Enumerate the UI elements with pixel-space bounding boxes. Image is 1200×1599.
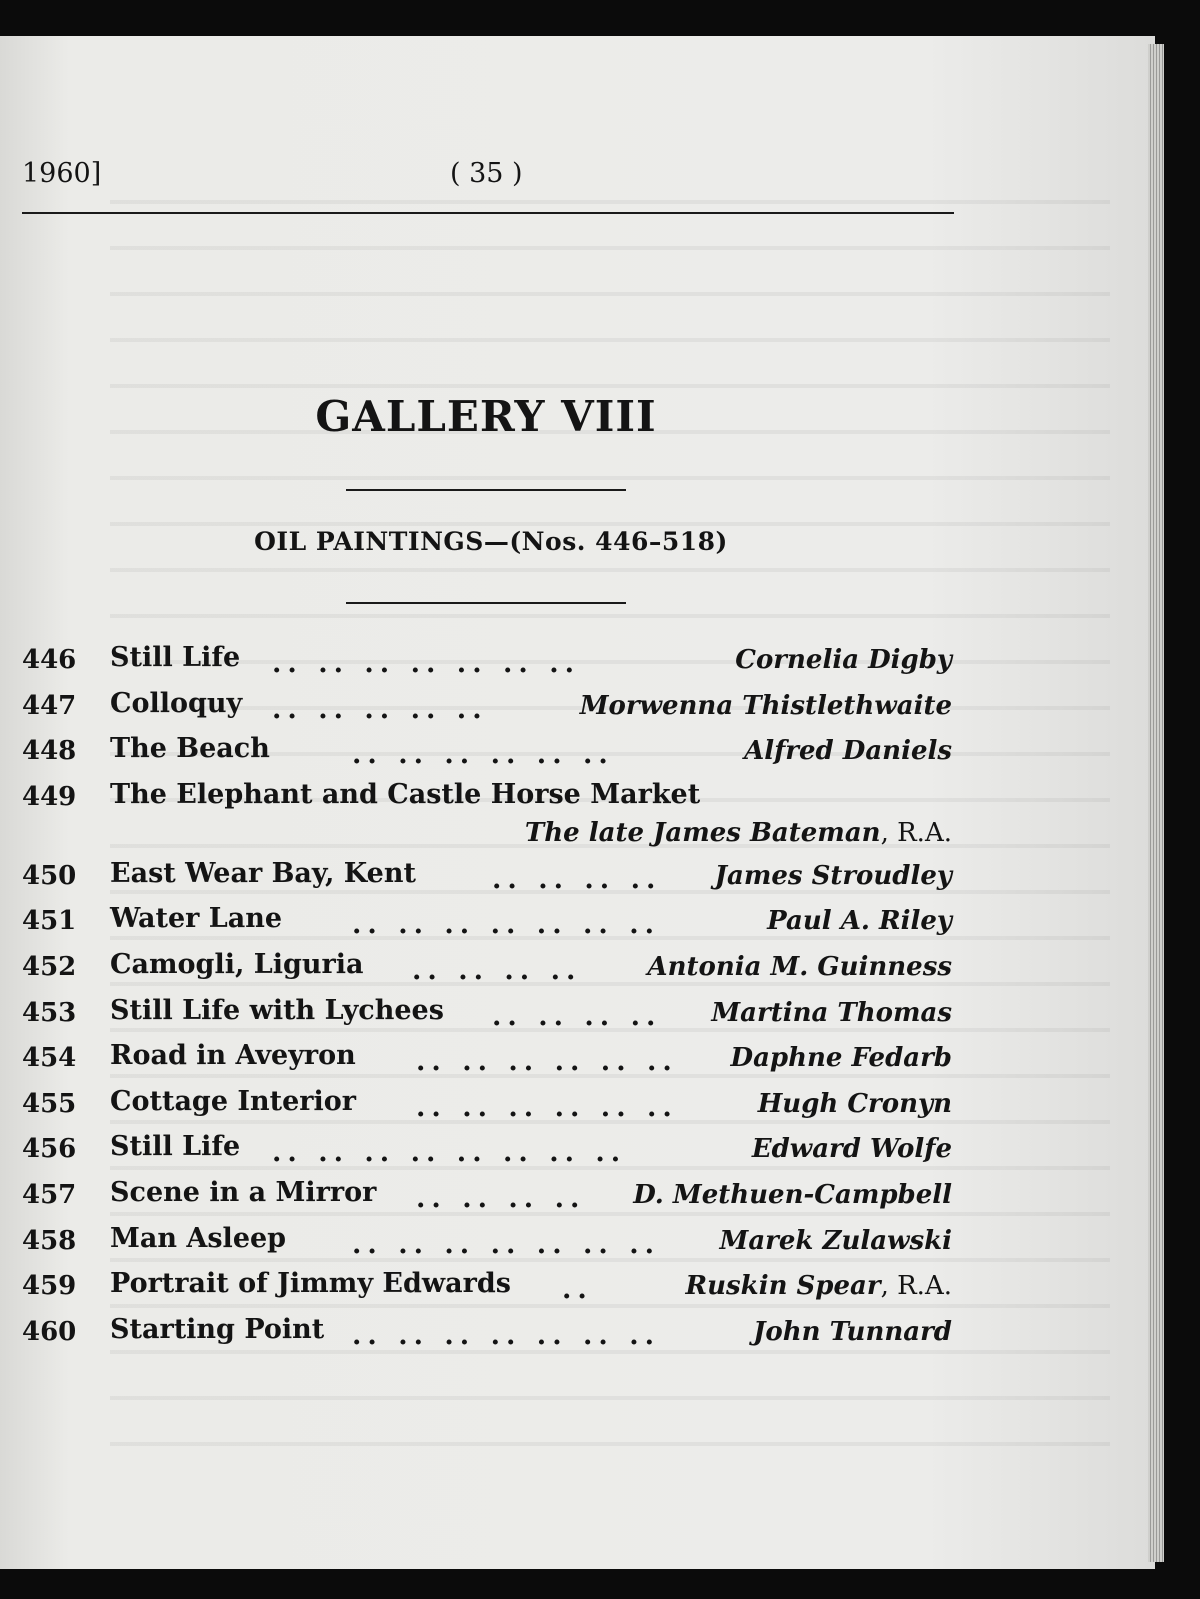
entry-number: 453 — [22, 997, 77, 1028]
entry-number: 451 — [22, 906, 77, 937]
entry-artist: Edward Wolfe — [751, 1134, 952, 1165]
entry-number: 459 — [22, 1271, 77, 1302]
section-title: OIL PAINTINGS—(Nos. 446–518) — [254, 527, 728, 556]
entry-artist: Hugh Cronyn — [757, 1088, 952, 1119]
title-rule-top — [346, 489, 626, 491]
leader-dots: .. .. .. .. — [492, 863, 662, 895]
entry-title: Camogli, Liguria — [110, 948, 364, 980]
list-item — [22, 1129, 952, 1175]
entry-title: Colloquy — [110, 687, 243, 719]
entry-artist: Alfred Daniels — [744, 736, 952, 767]
entry-artist — [525, 815, 952, 851]
entry-title: East Wear Bay, Kent — [110, 857, 416, 889]
entry-artist: Martina Thomas — [711, 997, 952, 1028]
list-item — [22, 1312, 952, 1358]
entry-title: Cottage Interior — [110, 1085, 357, 1117]
list-item — [22, 947, 952, 993]
entry-artist: Cornelia Digby — [735, 645, 952, 675]
entry-title: Scene in a Mirror — [110, 1176, 377, 1208]
list-item — [22, 1266, 952, 1312]
list-item — [22, 1038, 952, 1084]
leader-dots: .. — [562, 1274, 593, 1306]
list-item — [22, 640, 952, 686]
list-item — [22, 686, 952, 732]
entry-number: 449 — [22, 781, 77, 812]
entry-number: 448 — [22, 736, 77, 767]
header-rule — [22, 212, 954, 214]
entry-number: 457 — [22, 1179, 77, 1210]
entry-artist: Paul A. Riley — [767, 906, 952, 937]
leader-dots: .. .. .. .. .. — [272, 693, 488, 725]
list-item — [22, 1175, 952, 1221]
entry-title: Still Life — [110, 642, 241, 673]
artist-name: Ruskin Spear — [685, 1271, 881, 1302]
leader-dots: .. .. .. .. .. .. .. — [272, 648, 580, 679]
leader-dots: .. .. .. .. .. .. .. — [352, 1228, 660, 1260]
leader-dots: .. .. .. .. .. .. .. — [352, 1319, 660, 1351]
entry-number: 458 — [22, 1225, 77, 1256]
list-item — [22, 901, 952, 947]
entry-title: Portrait of Jimmy Edwards — [110, 1268, 511, 1300]
entry-title: Man Asleep — [110, 1222, 287, 1254]
entry-number: 460 — [22, 1316, 77, 1347]
artist-suffix: , R.A. — [880, 817, 952, 848]
list-item — [22, 731, 952, 777]
entry-artist: Daphne Fedarb — [730, 1043, 952, 1074]
leader-dots: .. .. .. .. — [412, 954, 582, 986]
leader-dots: .. .. .. .. .. .. .. — [352, 909, 660, 941]
entry-artist — [686, 1268, 952, 1304]
artist-suffix: , R.A. — [880, 1271, 952, 1302]
entry-number: 452 — [22, 951, 77, 982]
entry-title: Road in Aveyron — [110, 1040, 356, 1072]
gallery-title: GALLERY VIII — [315, 392, 657, 441]
entry-number: 455 — [22, 1088, 77, 1119]
list-item — [22, 1221, 952, 1267]
list-item — [22, 993, 952, 1039]
page-number: ( 35 ) — [450, 158, 523, 189]
leader-dots: .. .. .. .. .. .. — [352, 739, 614, 771]
list-item — [22, 1084, 952, 1130]
entry-number: 456 — [22, 1134, 77, 1165]
leader-dots: .. .. .. .. — [492, 1000, 662, 1032]
list-item — [22, 777, 952, 856]
entry-artist: Antonia M. Guinness — [647, 951, 952, 982]
entry-number: 446 — [22, 645, 77, 675]
running-head-year: 1960] — [22, 158, 102, 189]
leader-dots: .. .. .. .. .. .. — [416, 1091, 678, 1123]
entry-title: The Elephant and Castle Horse Market — [110, 778, 701, 810]
leader-dots: .. .. .. .. .. .. — [416, 1046, 678, 1078]
entry-title: Still Life with Lychees — [110, 994, 444, 1026]
list-item — [22, 856, 952, 902]
entry-artist: James Stroudley — [714, 860, 952, 891]
entry-title: Water Lane — [110, 903, 283, 935]
page-edge — [1148, 44, 1164, 1562]
leader-dots: .. .. .. .. — [416, 1182, 586, 1214]
artist-name: The late James Bateman — [524, 817, 881, 848]
entry-number: 450 — [22, 860, 77, 891]
entry-number: 454 — [22, 1043, 77, 1074]
entry-artist: John Tunnard — [753, 1316, 952, 1347]
entry-artist: Marek Zulawski — [719, 1225, 952, 1256]
entry-artist: Morwenna Thistlethwaite — [579, 690, 952, 721]
entry-number: 447 — [22, 690, 77, 721]
title-rule-bottom — [346, 602, 626, 604]
entry-title: The Beach — [110, 733, 270, 765]
entry-artist: D. Methuen-Campbell — [633, 1179, 952, 1210]
catalogue-list — [22, 640, 952, 1357]
entry-title: Still Life — [110, 1131, 241, 1163]
leader-dots: .. .. .. .. .. .. .. .. — [272, 1137, 627, 1169]
entry-title: Starting Point — [110, 1313, 325, 1345]
